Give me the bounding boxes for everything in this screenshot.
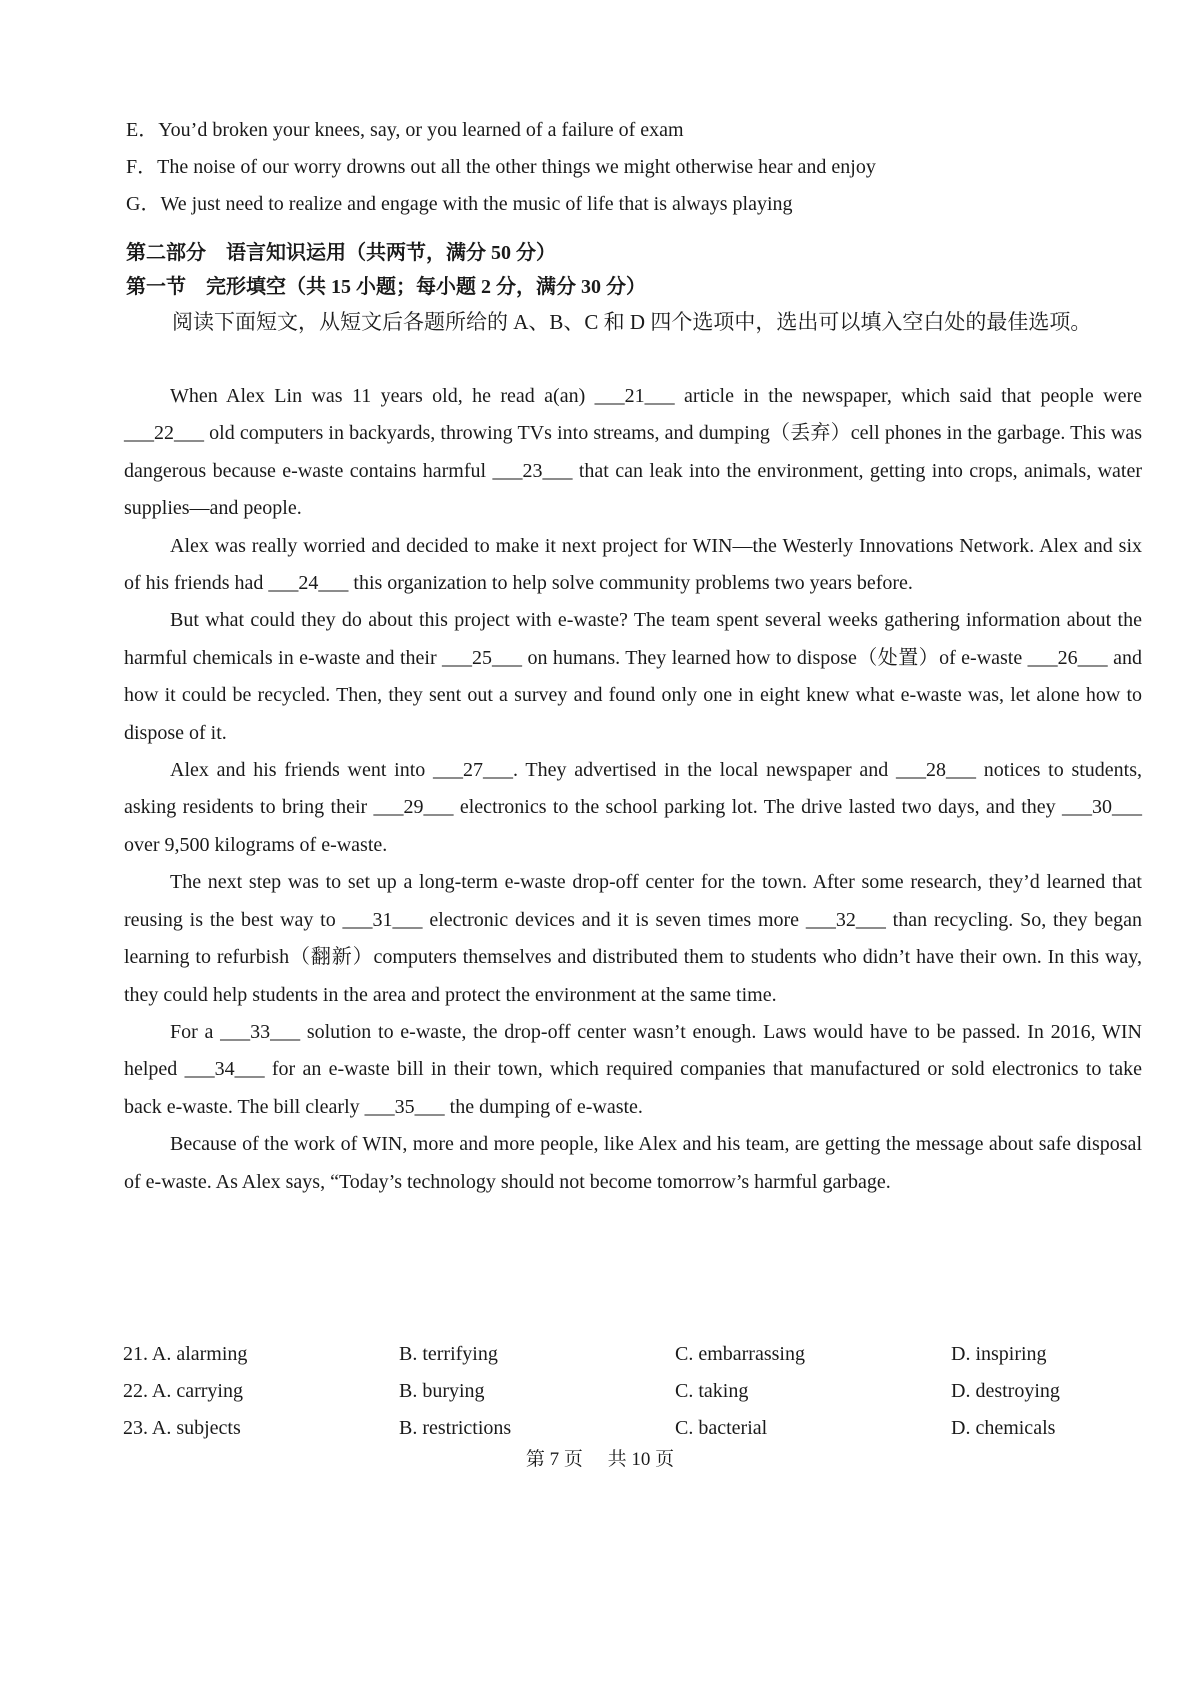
- choice-c: C. taking: [675, 1380, 749, 1402]
- choice-b: B. burying: [399, 1380, 485, 1402]
- question-row: [123, 1336, 1153, 1373]
- previous-options-list: [126, 112, 1138, 223]
- choice-d: D. chemicals: [951, 1417, 1056, 1439]
- option-g: G．We just need to realize and engage with the music of life that is always playing: [126, 193, 793, 215]
- choice-b: B. restrictions: [399, 1417, 512, 1439]
- option-f: F．The noise of our worry drowns out all the other things we might otherwise hear and enjoy: [126, 156, 876, 178]
- page-total: 共 10 页: [607, 1449, 675, 1470]
- passage-paragraph: When Alex Lin was 11 years old, he read a(an) ___21___ article in the newspaper, which said that people were ___22___ old computers in backyards, throwing TVs into streams, and dumping（丢弃）cell phones in the garbage. This was dangerous because e-waste contains harmful ___23___ that can leak into the environment, getting into crops, animals, water supplies—and people.: [124, 385, 1142, 520]
- instructions: 阅读下面短文，从短文后各题所给的 A、B、C 和 D 四个选项中，选出可以填入空白处的最佳选项。: [172, 310, 1092, 334]
- passage-paragraph: For a ___33___ solution to e-waste, the drop-off center wasn’t enough. Laws would have to be passed. In 2016, WIN helped ___34___ for an e-waste bill in their town, which required companies that manufactured or sold electronics to take back e-waste. The bill clearly ___35___ the dumping of e-waste.: [124, 1020, 1142, 1118]
- choice-c: C. bacterial: [675, 1417, 768, 1439]
- passage-paragraph: Alex and his friends went into ___27___. They advertised in the local newspaper and ___28___ notices to students, asking residents to bring their ___29___ electronics to the school parking lot. The drive lasted two days, and they ___30___ over 9,500 kilograms of e-waste.: [124, 759, 1142, 856]
- option-e: E．You’d broken your knees, say, or you learned of a failure of exam: [126, 119, 684, 141]
- choice-d: D. destroying: [951, 1380, 1060, 1402]
- choice-b: B. terrifying: [399, 1343, 498, 1365]
- page-number: 第 7 页: [525, 1449, 583, 1470]
- passage-paragraph: Alex was really worried and decided to make it next project for WIN—the Westerly Innovations Network. Alex and six of his friends had ___24___ this organization to help solve community problems two years before.: [124, 534, 1142, 595]
- answer-choices: [123, 1336, 1153, 1447]
- section-heading: 第一节 完形填空（共 15 小题；每小题 2 分，满分 30 分）: [126, 276, 646, 298]
- passage-paragraph: But what could they do about this project with e-waste? The team spent several weeks gathering information about the harmful chemicals in e-waste and their ___25___ on humans. They learned how to dispose（处置）of e-waste ___26___ and how it could be recycled. Then, they sent out a survey and found only one in eight knew what e-waste was, let alone how to dispose of it.: [124, 609, 1142, 744]
- passage-paragraph: The next step was to set up a long-term e-waste drop-off center for the town. After some research, they’d learned that reusing is the best way to ___31___ electronic devices and it is seven times more ___32___ than recycling. So, they began learning to refurbish（翻新）computers themselves and distributed them to students who didn’t have their own. In this way, they could help students in the area and protect the environment at the same time.: [124, 871, 1142, 1006]
- cloze-passage: [124, 378, 1142, 1201]
- part-header: [126, 236, 1138, 340]
- question-row: [123, 1410, 1153, 1447]
- part-heading: 第二部分 语言知识运用（共两节，满分 50 分）: [126, 242, 556, 264]
- choice-c: C. embarrassing: [675, 1343, 805, 1365]
- choice-a: 22. A. carrying: [123, 1380, 243, 1402]
- page-footer: [0, 1444, 1200, 1471]
- choice-a: 21. A. alarming: [123, 1343, 248, 1365]
- question-row: [123, 1373, 1153, 1410]
- choice-a: 23. A. subjects: [123, 1417, 241, 1439]
- choice-d: D. inspiring: [951, 1343, 1047, 1365]
- passage-paragraph: Because of the work of WIN, more and more people, like Alex and his team, are getting the message about safe disposal of e-waste. As Alex says, “Today’s technology should not become tomorrow’s harmful garbage.: [124, 1133, 1142, 1193]
